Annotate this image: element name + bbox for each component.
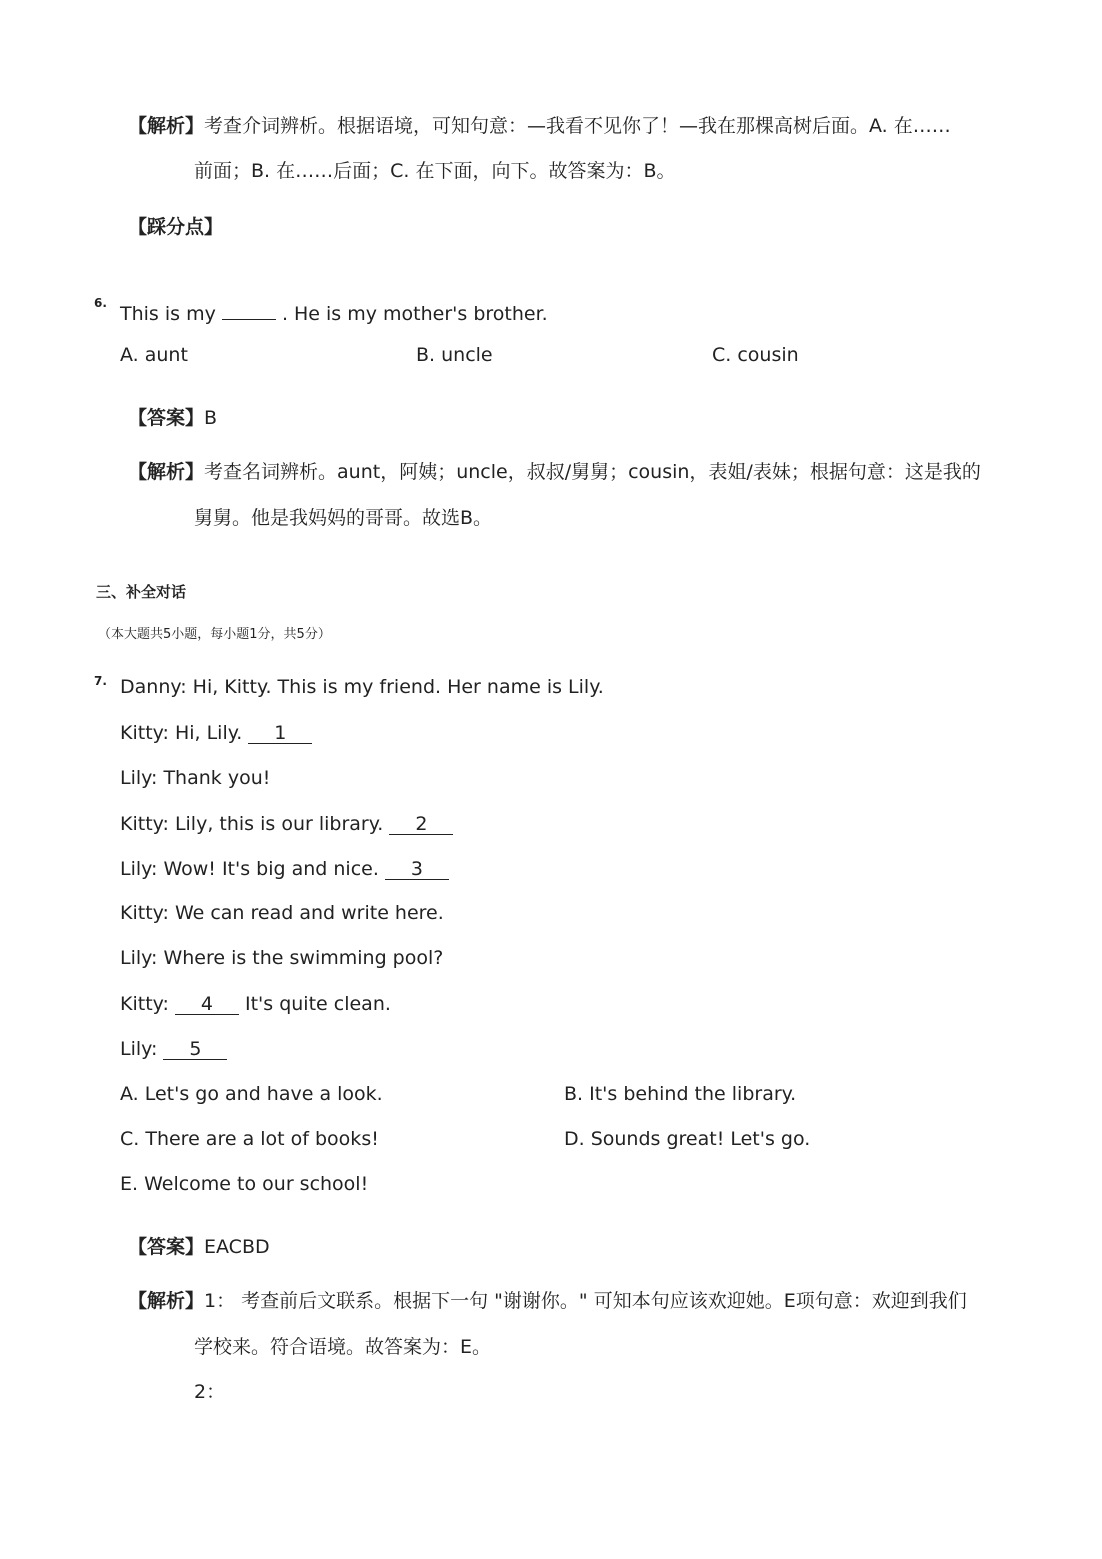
q7-analysis-line1 bbox=[128, 1292, 967, 1311]
q6-stem bbox=[120, 301, 548, 324]
dialogue-line-8 bbox=[120, 994, 391, 1015]
q6-text-before: This is my bbox=[120, 303, 216, 325]
analysis-label: 【解析】 bbox=[128, 461, 205, 483]
q6-analysis-line1 bbox=[128, 463, 981, 482]
answer-label: 【答案】 bbox=[128, 1236, 205, 1258]
q7-option-d: D. Sounds great! Let's go. bbox=[564, 1128, 811, 1150]
q6-option-c: C. cousin bbox=[712, 344, 799, 366]
q7-analysis-line2: 学校来。符合语境。故答案为：E。 bbox=[194, 1336, 492, 1358]
dialogue-line-7 bbox=[120, 949, 443, 968]
q6-answer bbox=[128, 409, 217, 428]
q7-option-b: B. It's behind the library. bbox=[564, 1083, 797, 1105]
dialogue-text: Danny: Hi, Kitty. This is my friend. Her name is Lily. bbox=[120, 676, 604, 698]
dialogue-text: Kitty: Hi, Lily. bbox=[120, 722, 249, 744]
dialogue-line-3 bbox=[120, 769, 270, 788]
dialogue-line-1 bbox=[120, 678, 604, 697]
analysis-label: 【解析】 bbox=[128, 115, 205, 137]
analysis-label: 【解析】 bbox=[128, 1290, 205, 1312]
q6-option-b: B. uncle bbox=[416, 344, 493, 366]
section-note: （本大题共5小题，每小题1分，共5分） bbox=[98, 627, 331, 642]
section-title: 三、补全对话 bbox=[96, 583, 187, 601]
dialogue-blank-5: 5 bbox=[163, 1039, 227, 1060]
answer-value: EACBD bbox=[204, 1236, 270, 1258]
analysis-text: 考查名词辨析。aunt，阿姨；uncle，叔叔/舅舅；cousin，表姐/表妹；根据句意：这是我的 bbox=[204, 461, 981, 483]
dialogue-text: Lily: Where is the swimming pool? bbox=[120, 947, 444, 969]
q6-text-after: . He is my mother's brother. bbox=[281, 303, 548, 325]
answer-label: 【答案】 bbox=[128, 407, 205, 429]
dialogue-blank-3: 3 bbox=[385, 859, 449, 880]
q7-option-c: C. There are a lot of books! bbox=[120, 1128, 379, 1150]
prev-analysis-line1 bbox=[128, 117, 951, 136]
q7-answer bbox=[128, 1238, 270, 1257]
dialogue-text: Lily: Thank you! bbox=[120, 767, 271, 789]
q7-analysis-line3: 2： bbox=[194, 1381, 226, 1403]
q6-analysis-line2: 舅舅。他是我妈妈的哥哥。故选B。 bbox=[194, 507, 493, 529]
dialogue-blank-2: 2 bbox=[389, 814, 453, 835]
dialogue-text: Kitty: We can read and write here. bbox=[120, 902, 444, 924]
analysis-text: 1： 考查前后文联系。根据下一句 "谢谢你。" 可知本句应该欢迎她。E项句意：欢迎到我们 bbox=[204, 1290, 967, 1312]
dialogue-line-9 bbox=[120, 1039, 227, 1060]
prev-analysis-line2: 前面；B. 在……后面；C. 在下面，向下。故答案为：B。 bbox=[194, 160, 676, 182]
analysis-text: 考查介词辨析。根据语境，可知句意：—我看不见你了！—我在那棵高树后面。A. 在…… bbox=[204, 115, 951, 137]
answer-value: B bbox=[204, 407, 218, 429]
dialogue-line-2 bbox=[120, 723, 312, 744]
prev-scoring-points-label: 【踩分点】 bbox=[128, 216, 224, 238]
dialogue-text: Lily: bbox=[120, 1038, 164, 1060]
dialogue-line-4 bbox=[120, 814, 453, 835]
dialogue-text: Kitty: Lily, this is our library. bbox=[120, 813, 390, 835]
dialogue-line-5 bbox=[120, 859, 449, 880]
dialogue-text: Lily: Wow! It's big and nice. bbox=[120, 858, 385, 880]
q7-option-e: E. Welcome to our school! bbox=[120, 1173, 369, 1195]
dialogue-blank-1: 1 bbox=[248, 723, 312, 744]
dialogue-text: Kitty: bbox=[120, 993, 175, 1015]
dialogue-blank-4: 4 bbox=[175, 994, 239, 1015]
q6-option-a: A. aunt bbox=[120, 344, 188, 366]
q7-number: 7. bbox=[94, 674, 107, 688]
dialogue-text-after: It's quite clean. bbox=[238, 993, 391, 1015]
q6-blank bbox=[222, 301, 276, 320]
dialogue-line-6 bbox=[120, 904, 444, 923]
q7-option-a: A. Let's go and have a look. bbox=[120, 1083, 383, 1105]
q6-number: 6. bbox=[94, 296, 107, 310]
